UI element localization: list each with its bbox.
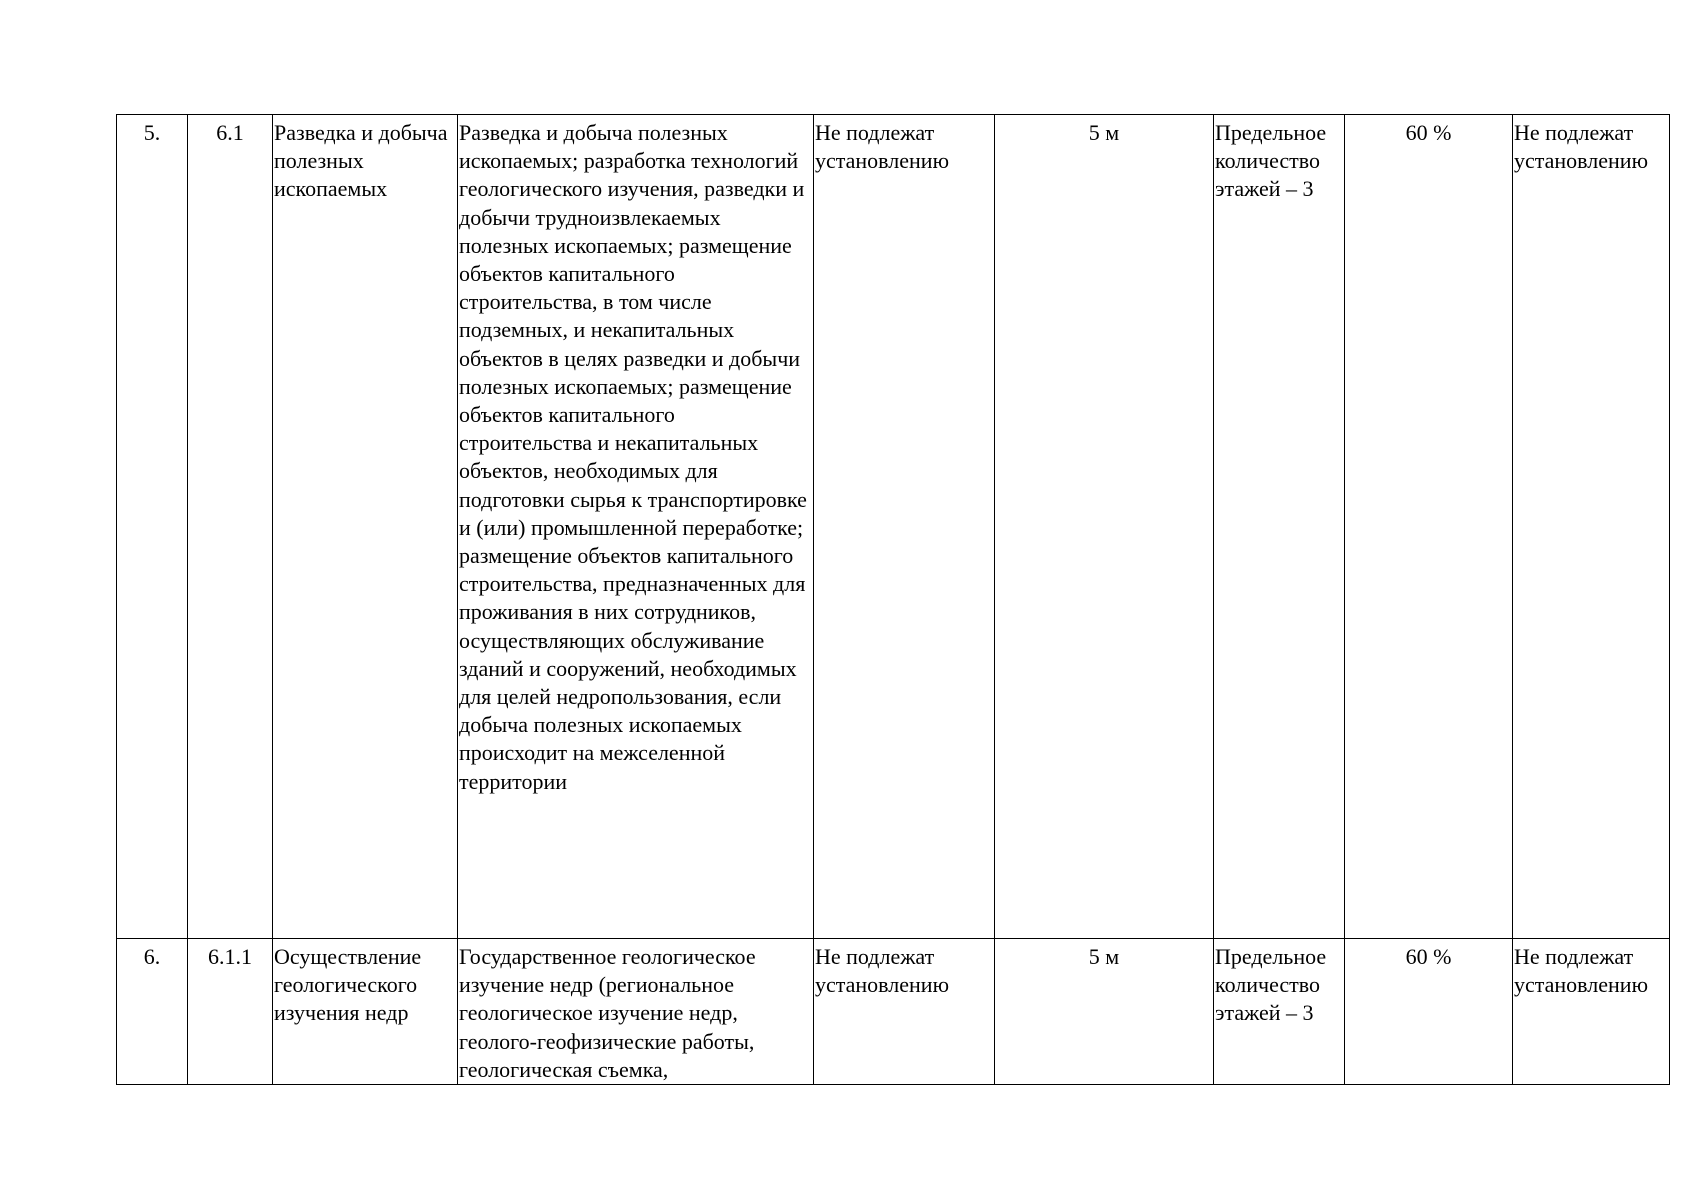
setback-cell (995, 115, 1214, 939)
setback: 5 м (1088, 944, 1120, 969)
row-number: 6. (143, 944, 161, 969)
plot-size-cell (814, 115, 995, 939)
coverage-percent: 60 % (1405, 944, 1452, 969)
other-cell (1513, 939, 1670, 1085)
row-number-cell (117, 939, 188, 1085)
description-cell (458, 115, 814, 939)
row-number: 5. (143, 120, 161, 145)
description-cell (458, 939, 814, 1085)
floors-cell (1214, 115, 1345, 939)
use-code: 6.1 (216, 120, 244, 145)
floors-limit: Предельное количество этажей – 3 (1215, 120, 1327, 202)
plot-size-cell (814, 939, 995, 1085)
floors-cell (1214, 939, 1345, 1085)
row-number-cell (117, 115, 188, 939)
code-cell (188, 115, 273, 939)
setback-cell (995, 939, 1214, 1085)
use-description: Государственное геологическое изучение недр (региональное геологическое изучение недр, геолого-геофизические работы, геологическая съемка, (459, 944, 756, 1082)
plot-size: Не подлежат установлению (815, 944, 950, 998)
code-cell (188, 939, 273, 1085)
coverage-cell (1345, 115, 1513, 939)
use-name: Осуществление геологического изучения недр (274, 944, 422, 1026)
other-parameters: Не подлежат установлению (1514, 120, 1649, 174)
name-cell (273, 115, 458, 939)
table-row (117, 115, 1670, 939)
plot-size: Не подлежат установлению (815, 120, 950, 174)
other-cell (1513, 115, 1670, 939)
setback: 5 м (1088, 120, 1120, 145)
coverage-cell (1345, 939, 1513, 1085)
table-row (117, 939, 1670, 1085)
coverage-percent: 60 % (1405, 120, 1452, 145)
use-name: Разведка и добыча полезных ископаемых (274, 120, 448, 202)
floors-limit: Предельное количество этажей – 3 (1215, 944, 1327, 1026)
name-cell (273, 939, 458, 1085)
use-description: Разведка и добыча полезных ископаемых; разработка технологий геологического изучения, разведки и добычи трудноизвлекаемых полезных ископаемых; размещение объектов капитального строительства, в том числе подземных, и некапитальных объектов в целях разведки и добычи полезных ископаемых; размещение объектов капитального строительства и некапитальных объектов, необходимых для подготовки сырья к транспортировке и (или) промышленной переработке; размещение объектов капитального строительства, предназначенных для проживания в них сотрудников, осуществляющих обслуживание зданий и сооружений, необходимых для целей недропользования, если добыча полезных ископаемых происходит на межселенной территории (459, 120, 807, 794)
zoning-table (116, 114, 1670, 1085)
other-parameters: Не подлежат установлению (1514, 944, 1649, 998)
use-code: 6.1.1 (208, 944, 252, 969)
